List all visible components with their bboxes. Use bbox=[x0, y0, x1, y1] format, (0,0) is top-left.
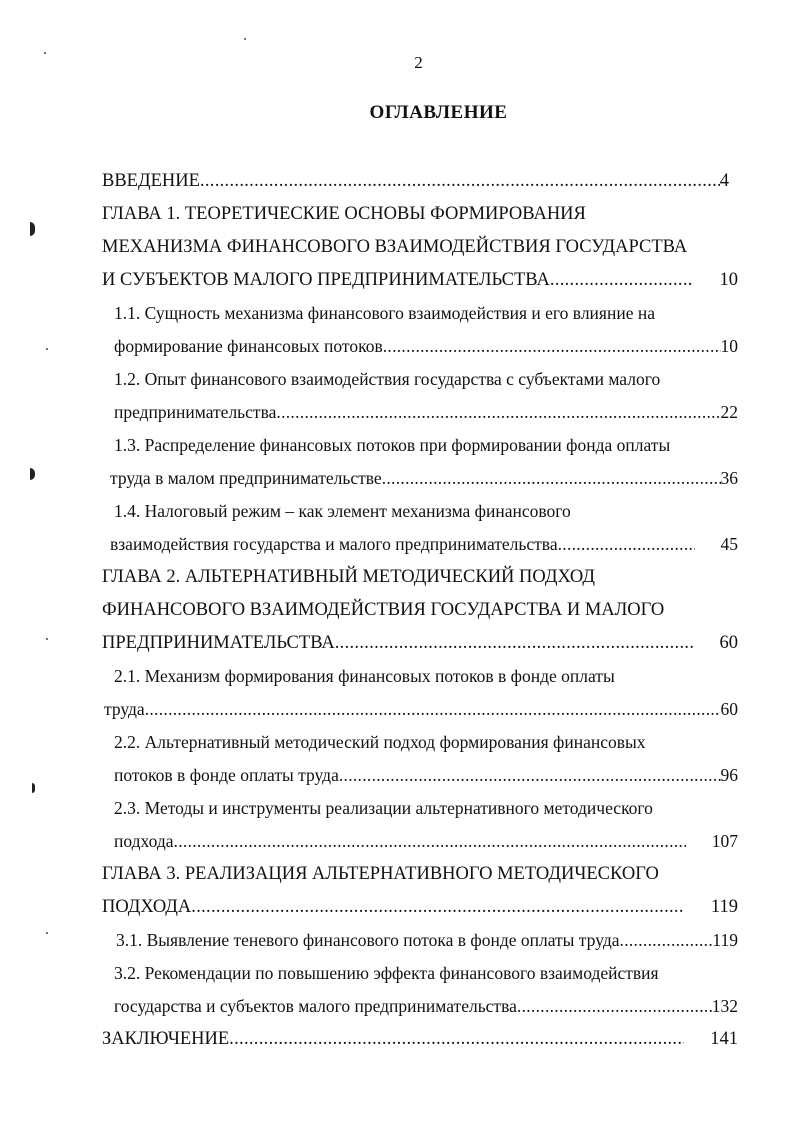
toc-entry-text: труда в малом предпринимательстве bbox=[110, 468, 382, 488]
toc-entry-text: 1.3. Распределение финансовых потоков при формировании фонда оплаты bbox=[114, 435, 671, 455]
toc-page-number: 45 bbox=[720, 534, 738, 554]
toc-entry-text: взаимодействия государства и малого предпринимательства bbox=[110, 534, 558, 554]
leader-dots bbox=[145, 697, 721, 721]
toc-entry-text: предпринимательства bbox=[114, 402, 277, 422]
toc-entry-text: ЗАКЛЮЧЕНИЕ bbox=[102, 1029, 230, 1049]
toc-page-number: 22 bbox=[720, 402, 738, 422]
toc-entry-text: 1.2. Опыт финансового взаимодействия государства с субъектами малого bbox=[114, 369, 661, 389]
scan-speck bbox=[44, 52, 46, 54]
toc-entry-text: 2.1. Механизм формирования финансовых потоков в фонде оплаты bbox=[114, 666, 615, 686]
toc-entry-text: 3.2. Рекомендации по повышению эффекта финансового взаимодействия bbox=[114, 963, 659, 983]
leader-dots bbox=[620, 928, 713, 952]
toc-entry-text: ВВЕДЕНИЕ bbox=[102, 171, 200, 191]
scan-speck bbox=[46, 932, 48, 934]
toc-entry-text: ГЛАВА 3. РЕАЛИЗАЦИЯ АЛЬТЕРНАТИВНОГО МЕТОДИЧЕСКОГО bbox=[102, 864, 659, 884]
page-title: ОГЛАВЛЕНИЕ bbox=[369, 102, 508, 123]
toc-page-number: 60 bbox=[720, 699, 738, 719]
scan-speck bbox=[244, 38, 246, 40]
leader-dots bbox=[174, 829, 686, 853]
toc-entry-text: труда bbox=[104, 699, 145, 719]
toc-entry-text: государства и субъектов малого предпринимательства bbox=[114, 996, 517, 1016]
toc-entry-text: 2.3. Методы и инструменты реализации альтернативного методического bbox=[114, 798, 653, 818]
leader-dots bbox=[339, 763, 721, 787]
toc-page-number: 96 bbox=[720, 765, 738, 785]
toc-page-number: 119 bbox=[712, 930, 738, 950]
leader-dots bbox=[229, 1027, 684, 1051]
toc-entry-text: формирование финансовых потоков bbox=[114, 336, 383, 356]
toc-entry-text: ГЛАВА 1. ТЕОРЕТИЧЕСКИЕ ОСНОВЫ ФОРМИРОВАНИЯ bbox=[102, 204, 586, 224]
toc-entry-text: ПРЕДПРИНИМАТЕЛЬСТВА bbox=[102, 633, 335, 653]
toc-entry-text: МЕХАНИЗМА ФИНАНСОВОГО ВЗАИМОДЕЙСТВИЯ ГОСУДАРСТВА bbox=[102, 237, 688, 257]
leader-dots bbox=[550, 268, 694, 292]
toc-page-number: 60 bbox=[719, 633, 738, 653]
toc-entry-text: ПОДХОДА bbox=[102, 897, 192, 917]
scan-mark bbox=[30, 468, 35, 480]
toc-entry-text: И СУБЪЕКТОВ МАЛОГО ПРЕДПРИНИМАТЕЛЬСТВА bbox=[102, 270, 550, 290]
scan-speck bbox=[46, 348, 48, 350]
toc-page-number: 119 bbox=[710, 897, 738, 917]
toc-page-number: 10 bbox=[719, 270, 738, 290]
toc-entry-text: 3.1. Выявление теневого финансового потока в фонде оплаты труда bbox=[116, 930, 620, 950]
toc-entry-text: 1.4. Налоговый режим – как элемент механизма финансового bbox=[114, 501, 571, 521]
toc-entry-text: 1.1. Сущность механизма финансового взаимодействия и его влияние на bbox=[114, 303, 655, 323]
leader-dots bbox=[517, 994, 712, 1018]
scan-mark bbox=[30, 222, 35, 236]
scan-mark bbox=[32, 783, 35, 793]
leader-dots bbox=[558, 532, 695, 556]
toc-entry-text: подхода bbox=[114, 831, 174, 851]
toc-page-number: 107 bbox=[711, 831, 738, 851]
page-number: 2 bbox=[414, 53, 423, 72]
leader-dots bbox=[383, 334, 721, 358]
toc-page-number: 36 bbox=[720, 468, 738, 488]
toc-entry-text: потоков в фонде оплаты труда bbox=[114, 765, 339, 785]
leader-dots bbox=[335, 631, 694, 655]
toc-page-number: 4 bbox=[719, 171, 729, 191]
toc-page-number: 132 bbox=[711, 996, 738, 1016]
leader-dots bbox=[276, 400, 720, 424]
toc-entry-text: 2.2. Альтернативный методический подход формирования финансовых bbox=[114, 732, 646, 752]
toc-entry-text: ФИНАНСОВОГО ВЗАИМОДЕЙСТВИЯ ГОСУДАРСТВА И МАЛОГО bbox=[102, 600, 665, 620]
toc-entry-text: ГЛАВА 2. АЛЬТЕРНАТИВНЫЙ МЕТОДИЧЕСКИЙ ПОДХОД bbox=[102, 567, 595, 587]
toc-page-number: 10 bbox=[720, 336, 738, 356]
leader-dots bbox=[191, 895, 685, 919]
scan-speck bbox=[46, 638, 48, 640]
leader-dots bbox=[200, 169, 720, 193]
toc-page-number: 141 bbox=[710, 1029, 738, 1049]
leader-dots bbox=[382, 466, 721, 490]
